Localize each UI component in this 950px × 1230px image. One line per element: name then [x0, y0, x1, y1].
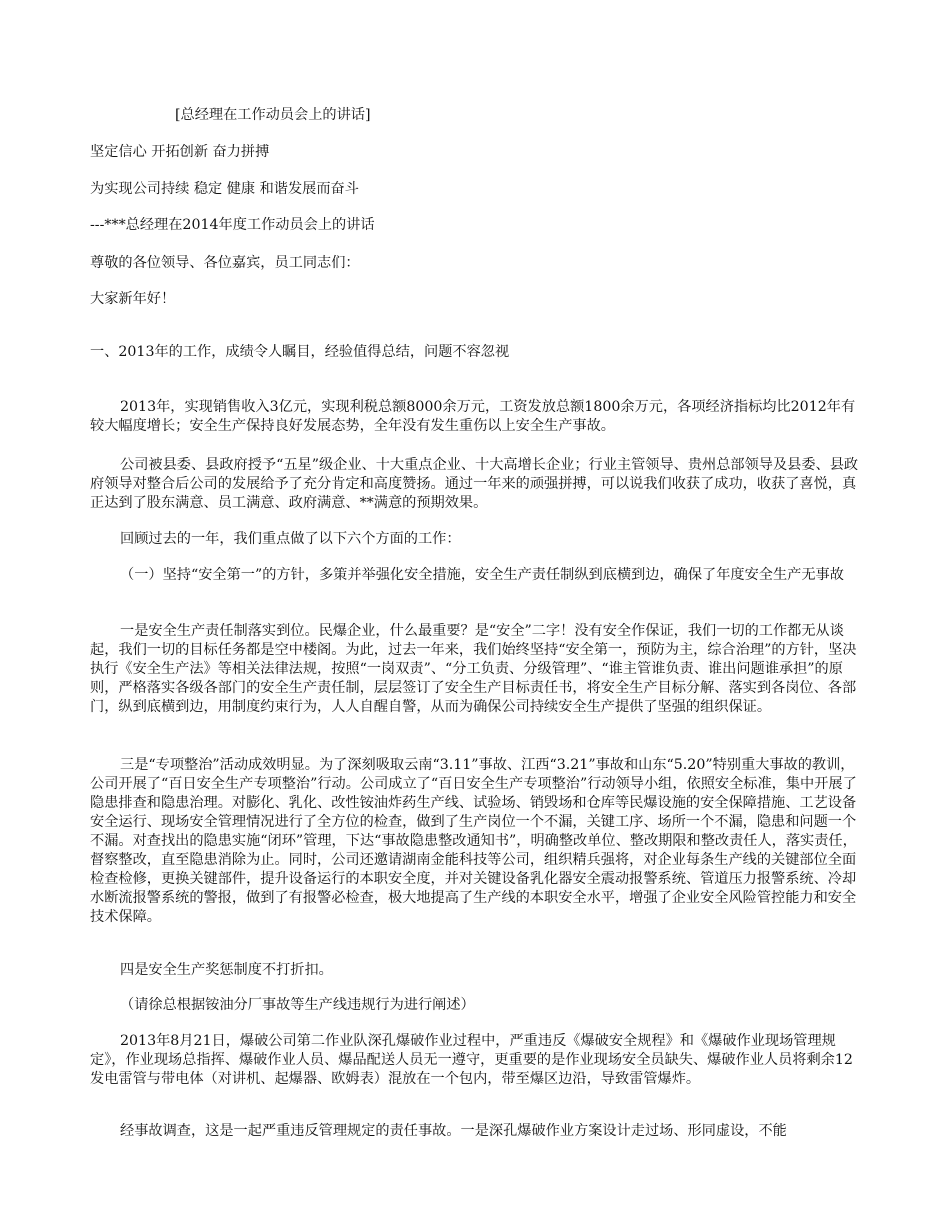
paragraph-4: （一）坚持“安全第一”的方针，多策并举强化安全措施，安全生产责任制纵到底横到边，确保了年度安全生产无事故	[120, 567, 844, 583]
document-title: [总经理在工作动员会上的讲话]	[175, 107, 371, 123]
paragraph-3: 回顾过去的一年，我们重点做了以下六个方面的工作：	[120, 531, 461, 547]
paragraph-2: 公司被县委、县政府授予“五星”级企业、十大重点企业、十大高增长企业；行业主管领导、贵州总部领导及县委、县政府领导对整合后公司的发展给予了充分肯定和高度赞扬。通过一年来的顽强拼搏，可以说我们收获了成功，收获了喜悦，真正达到了股东满意、员工满意、政府满意、**满意的预期效果。	[90, 457, 859, 511]
paragraph-5: 一是安全生产责任制落实到位。民爆企业，什么最重要？是“安全”二字！没有安全作保证，我们一切的工作都无从谈起，我们一切的目标任务都是空中楼阁。为此，过去一年来，我们始终坚持“安全第一，预防为主，综合治理”的方针，坚决执行《安全生产法》等相关法律法规，按照“一岗双责”、“分工负责、分级管理”、“谁主管谁负责、谁出问题谁承担”的原则，严格落实各级各部门的安全生产责任制，层层签订了安全生产目标责任书，将安全生产目标分解、落实到各岗位、各部门，纵到底横到边，用制度约束行为，人人自醒自警，从而为确保公司持续安全生产提供了坚强的组织保证。	[90, 623, 857, 715]
paragraph-1: 2013年，实现销售收入3亿元，实现利税总额8000余万元，工资发放总额1800余万元，各项经济指标均比2012年有较大幅度增长；安全生产保持良好发展态势，全年没有发生重伤以上安全生产事故。	[90, 399, 856, 434]
paragraph-6: 三是“专项整治”活动成效明显。为了深刻吸取云南“3.11”事故、江西“3.21”事故和山东“5.20”特别重大事故的教训，公司开展了“百日安全生产专项整治”行动。公司成立了“百日安全生产专项整治”行动领导小组，依照安全标准，集中开展了隐患排查和隐患治理。对膨化、乳化、改性铵油炸药生产线、试验场、销毁场和仓库等民爆设施的安全保障措施、工艺设备安全运行、现场安全管理情况进行了全方位的检查，做到了生产岗位一个不漏，关键工序、场所一个不漏，隐患和问题一个不漏。对查找出的隐患实施“闭环”管理，下达“事故隐患整改通知书”，明确整改单位、整改期限和整改责任人，落实责任，督察整改，直至隐患消除为止。同时，公司还邀请湖南金能科技等公司，组织精兵强将，对企业每条生产线的关键部位全面检查检修，更换关键部件，提升设备运行的本职安全度，并对关键设备乳化器安全震动报警系统、管道压力报警系统、冷却水断流报警系统的警报，做到了有报警必检查，极大地提高了生产线的本职安全水平，增强了企业安全风险管控能力和安全技术保障。	[90, 757, 857, 925]
paragraph-8: （请徐总根据铵油分厂事故等生产线违规行为进行阐述）	[120, 997, 475, 1013]
byline: ---***总经理在2014年度工作动员会上的讲话	[90, 217, 375, 233]
paragraph-10: 经事故调查，这是一起严重违反管理规定的责任事故。一是深孔爆破作业方案设计走过场、形同虚设，不能	[120, 1123, 787, 1139]
salutation: 尊敬的各位领导、各位嘉宾，员工同志们：	[90, 255, 360, 271]
headline-2: 为实现公司持续 稳定 健康 和谐发展而奋斗	[90, 181, 359, 197]
paragraph-9: 2013年8月21日，爆破公司第二作业队深孔爆破作业过程中，严重违反《爆破安全规程》和《爆破作业现场管理规定》，作业现场总指挥、爆破作业人员、爆品配送人员无一遵守，更重要的是作业现场安全员缺失、爆破作业人员将剩余12发电雷管与带电体（对讲机、起爆器、欧姆表）混放在一个包内，带至爆区边沿，导致雷管爆炸。	[90, 1033, 853, 1087]
headline-1: 坚定信心 开拓创新 奋力拼搏	[90, 144, 270, 160]
section-heading-1: 一、2013年的工作，成绩令人瞩目，经验值得总结，问题不容忽视	[90, 344, 510, 360]
greeting: 大家新年好！	[90, 291, 176, 307]
paragraph-7: 四是安全生产奖惩制度不打折扣。	[120, 962, 333, 978]
